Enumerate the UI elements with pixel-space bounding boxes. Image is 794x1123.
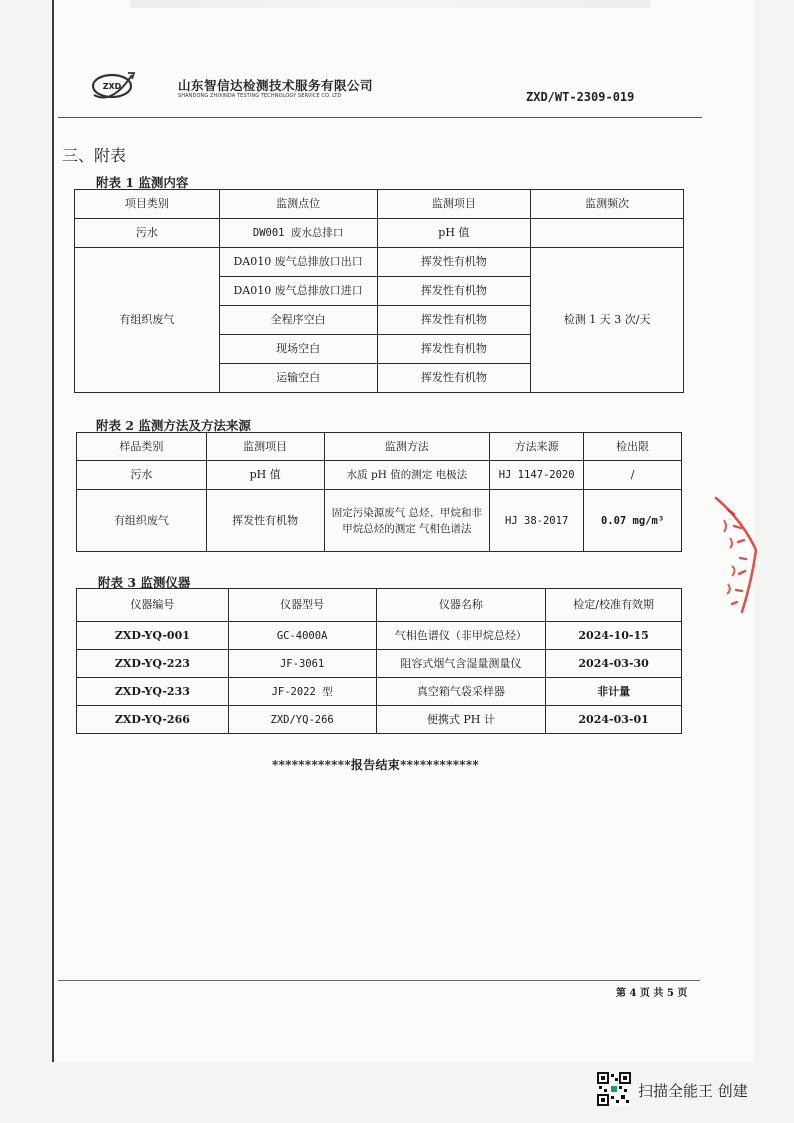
- instrument-table: [76, 588, 682, 734]
- section-title: 三、附表: [62, 146, 127, 165]
- table-row: [75, 219, 684, 248]
- company-name-cn: 山东智信达检测技术服务有限公司: [178, 78, 374, 93]
- table-header-cell: 监测方法: [324, 433, 490, 461]
- table-header-cell: 检定/校准有效期: [546, 589, 682, 622]
- item-cell: pH 值: [206, 461, 324, 490]
- table-row: [77, 622, 682, 650]
- table-row: [77, 490, 682, 552]
- scan-artifact: [130, 0, 650, 8]
- table3-title: 附表 3 监测仪器: [98, 575, 191, 590]
- header-divider: [58, 117, 702, 118]
- source-cell: HJ 1147-2020: [490, 461, 584, 490]
- instrument-id-cell: ZXD-YQ-233: [77, 678, 229, 706]
- table-row: [77, 461, 682, 490]
- table-header-cell: 检出限: [584, 433, 682, 461]
- instrument-id-cell: ZXD-YQ-266: [77, 706, 229, 734]
- table-row: [75, 248, 684, 277]
- valid-date-cell: 2024-03-30: [546, 650, 682, 678]
- table-header-cell: 监测频次: [531, 190, 684, 219]
- category-cell: 有组织废气: [75, 248, 220, 393]
- limit-cell: 0.07 mg/m³: [584, 490, 682, 552]
- table-header-cell: 监测项目: [377, 190, 531, 219]
- point-cell: 全程序空白: [219, 306, 377, 335]
- category-cell: 污水: [77, 461, 207, 490]
- source-cell: HJ 38-2017: [490, 490, 584, 552]
- method-cell: 固定污染源废气 总烃、甲烷和非甲烷总烃的测定 气相色谱法: [324, 490, 490, 552]
- table-header-row: [77, 433, 682, 461]
- table-header-cell: 监测项目: [206, 433, 324, 461]
- table-header-row: [75, 190, 684, 219]
- report-end-marker: ************报告结束************: [272, 758, 480, 772]
- table1-title: 附表 1 监测内容: [96, 175, 189, 190]
- monitoring-content-table: [74, 189, 684, 393]
- company-logo-icon: [88, 69, 136, 103]
- instrument-name-cell: 真空箱气袋采样器: [376, 678, 546, 706]
- table-row: [77, 706, 682, 734]
- item-cell: 挥发性有机物: [377, 335, 531, 364]
- instrument-model-cell: ZXD/YQ-266: [228, 706, 376, 734]
- valid-date-cell: 2024-03-01: [546, 706, 682, 734]
- item-cell: 挥发性有机物: [377, 277, 531, 306]
- table-header-cell: 项目类别: [75, 190, 220, 219]
- point-cell: DW001 废水总排口: [219, 219, 377, 248]
- table-row: [77, 650, 682, 678]
- table-header-cell: 仪器型号: [228, 589, 376, 622]
- valid-date-cell: 非计量: [546, 678, 682, 706]
- instrument-name-cell: 阻容式烟气含湿量测量仪: [376, 650, 546, 678]
- valid-date-cell: 2024-10-15: [546, 622, 682, 650]
- limit-cell: /: [584, 461, 682, 490]
- instrument-model-cell: GC-4000A: [228, 622, 376, 650]
- qr-code-icon: [597, 1072, 631, 1106]
- item-cell: 挥发性有机物: [206, 490, 324, 552]
- monitoring-method-table: [76, 432, 682, 552]
- logo-text: ZXD: [102, 82, 122, 91]
- item-cell: 挥发性有机物: [377, 306, 531, 335]
- table-header-cell: 方法来源: [490, 433, 584, 461]
- report-number: ZXD/WT-2309-019: [526, 90, 635, 104]
- category-cell: 有组织废气: [77, 490, 207, 552]
- instrument-name-cell: 便携式 PH 计: [376, 706, 546, 734]
- scanner-watermark: 扫描全能王 创建: [638, 1082, 748, 1100]
- table-row: [77, 678, 682, 706]
- point-cell: DA010 废气总排放口进口: [219, 277, 377, 306]
- item-cell: pH 值: [377, 219, 531, 248]
- frequency-cell: [531, 219, 684, 248]
- point-cell: 现场空白: [219, 335, 377, 364]
- page-number: 第 4 页 共 5 页: [616, 988, 688, 999]
- point-cell: DA010 废气总排放口出口: [219, 248, 377, 277]
- instrument-id-cell: ZXD-YQ-223: [77, 650, 229, 678]
- red-seal-stamp-icon: [712, 480, 762, 620]
- company-name-en: SHANDONG ZHIXINDA TESTING TECHNOLOGY SERVICE CO. LTD: [178, 93, 342, 99]
- instrument-model-cell: JF-3061: [228, 650, 376, 678]
- category-cell: 污水: [75, 219, 220, 248]
- item-cell: 挥发性有机物: [377, 364, 531, 393]
- page-header: [60, 66, 700, 116]
- instrument-id-cell: ZXD-YQ-001: [77, 622, 229, 650]
- table2-title: 附表 2 监测方法及方法来源: [96, 418, 251, 433]
- table-header-cell: 仪器名称: [376, 589, 546, 622]
- instrument-name-cell: 气相色谱仪（非甲烷总烃）: [376, 622, 546, 650]
- footer-divider: [58, 980, 700, 981]
- table-header-cell: 仪器编号: [77, 589, 229, 622]
- table-header-cell: 样品类别: [77, 433, 207, 461]
- method-cell: 水质 pH 值的测定 电极法: [324, 461, 490, 490]
- frequency-cell: 检测 1 天 3 次/天: [531, 248, 684, 393]
- instrument-model-cell: JF-2022 型: [228, 678, 376, 706]
- table-header-cell: 监测点位: [219, 190, 377, 219]
- point-cell: 运输空白: [219, 364, 377, 393]
- item-cell: 挥发性有机物: [377, 248, 531, 277]
- table-header-row: [77, 589, 682, 622]
